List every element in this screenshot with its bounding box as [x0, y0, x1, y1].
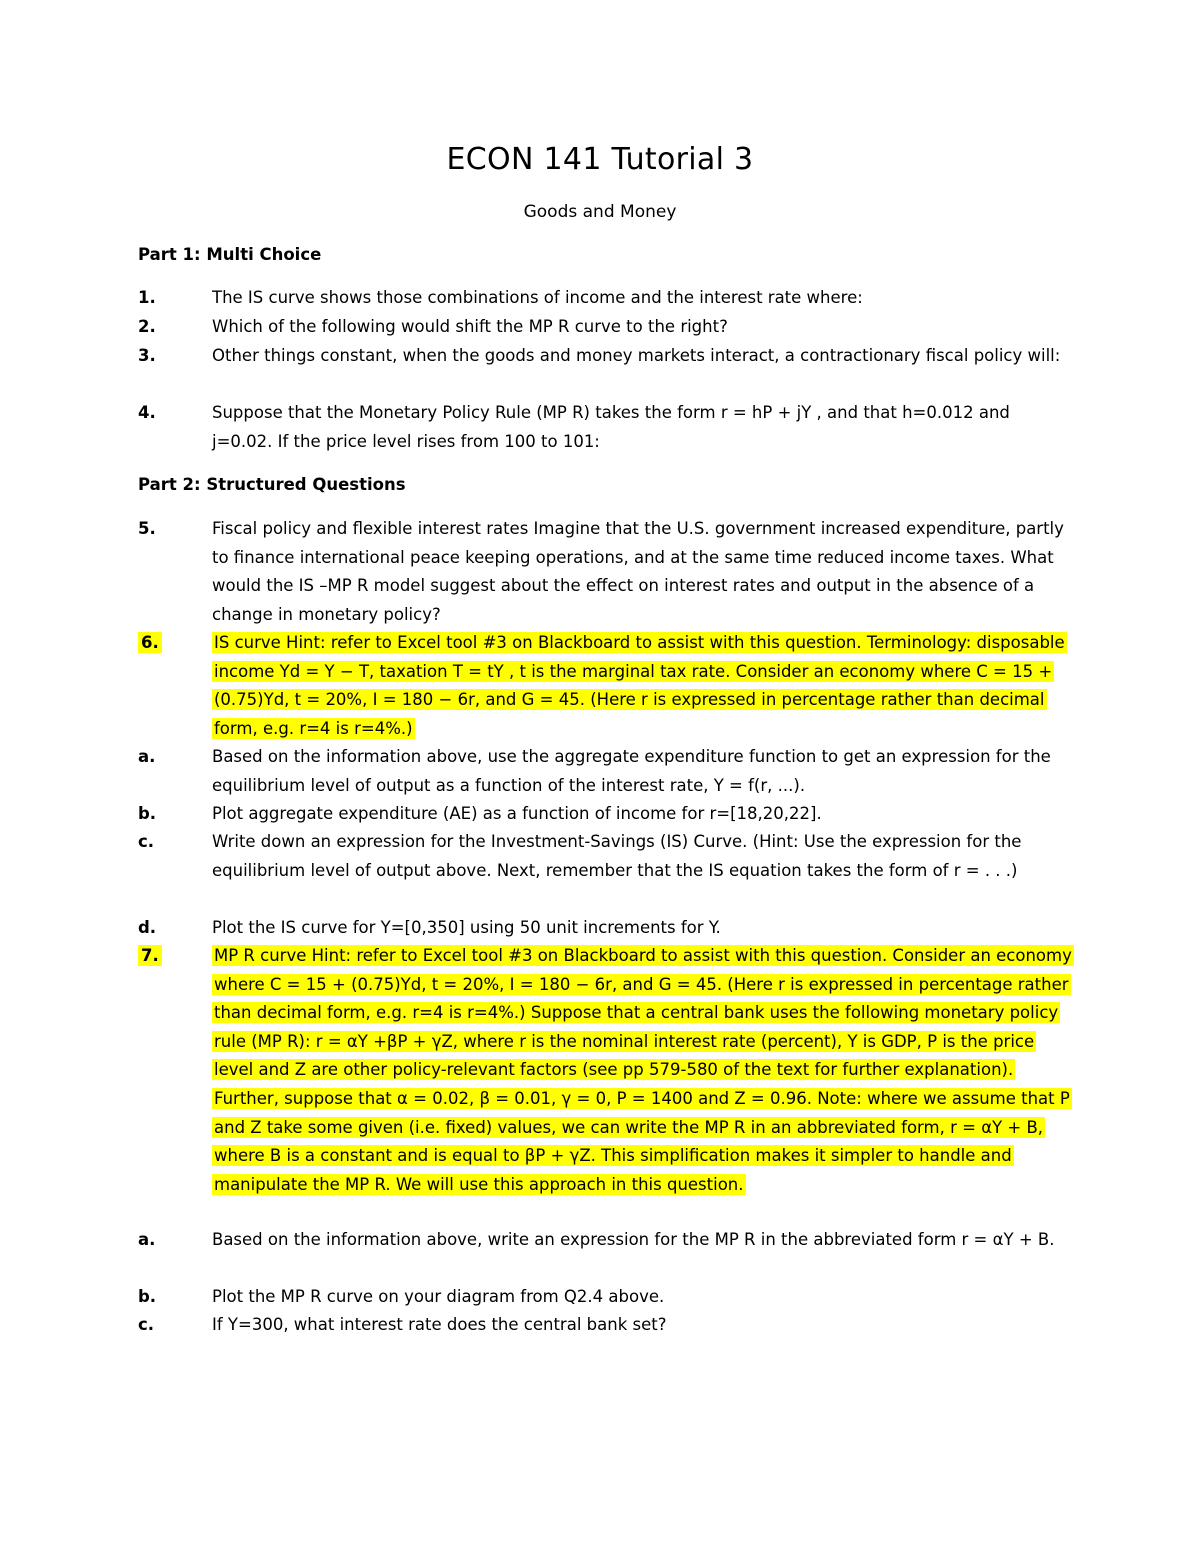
question-text: Based on the information above, use the aggregate expenditure function to get an expression for the equilibrium level of output as a function of the interest rate, Y = f(r, ...).	[212, 747, 1051, 795]
question-text: Plot aggregate expenditure (AE) as a function of income for r=[18,20,22].	[212, 804, 822, 823]
question-number: 6.	[138, 632, 162, 653]
question-number: 1.	[138, 288, 156, 307]
document-subtitle: Goods and Money	[523, 202, 677, 222]
question-text: Plot the MP R curve on your diagram from Q2.4 above.	[212, 1287, 665, 1306]
question-letter: a.	[138, 1230, 156, 1249]
part2-heading: Part 2: Structured Questions	[138, 475, 406, 494]
highlighted-question-text: MP R curve Hint: refer to Excel tool #3 on Blackboard to assist with this question. Consider an economy where C = 15 + (0.75)Yd, t = 20%, I = 180 − 6r, and G = 45. (Here r is expressed in percentage rather than decimal form, e.g. r=4 is r=4%.) Suppose that a central bank uses the following monetary policy rule (MP R): r = αY +βP + γZ, where r is the nominal interest rate (percent), Y is GDP, P is the price level and Z are other policy-relevant factors (see pp 579-580 of the text for further explanation). Further, suppose that α = 0.02, β = 0.01, γ = 0, P = 1400 and Z = 0.96. Note: where we assume that P and Z take some given (i.e. fixed) values, we can write the MP R in an abbreviated form, r = αY + B, where B is a constant and is equal to βP + γZ. This simplification makes it simpler to handle and manipulate the MP R. We will use this approach in this question.	[214, 946, 1072, 1194]
question-text: If Y=300, what interest rate does the central bank set?	[212, 1315, 667, 1334]
question-text: Fiscal policy and flexible interest rates Imagine that the U.S. government increased expenditure, partly to finance international peace keeping operations, and at the same time reduced income taxes. What would the IS –MP R model suggest about the effect on interest rates and output in the absence of a change in monetary policy?	[212, 519, 1064, 624]
question-letter: b.	[138, 1287, 157, 1306]
question-letter: c.	[138, 1315, 155, 1334]
question-letter: c.	[138, 832, 155, 851]
question-text: Based on the information above, write an expression for the MP R in the abbreviated form r = αY + B.	[212, 1230, 1055, 1249]
question-number: 5.	[138, 519, 156, 538]
document-title: ECON 141 Tutorial 3	[446, 142, 754, 177]
question-number: 2.	[138, 317, 156, 336]
question-text: Plot the IS curve for Y=[0,350] using 50 unit increments for Y.	[212, 918, 721, 937]
part1-heading: Part 1: Multi Choice	[138, 245, 322, 264]
question-text: Write down an expression for the Investment-Savings (IS) Curve. (Hint: Use the expression for the equilibrium level of output above. Next, remember that the IS equation takes the form of r = . . .)	[212, 832, 1022, 880]
highlighted-question-text: IS curve Hint: refer to Excel tool #3 on Blackboard to assist with this question. Terminology: disposable income Yd = Y − T, taxation T = tY , t is the marginal tax rate. Consider an economy where C = 15 + (0.75)Yd, t = 20%, I = 180 − 6r, and G = 45. (Here r is expressed in percentage rather than decimal form, e.g. r=4 is r=4%.)	[214, 633, 1065, 738]
question-letter: d.	[138, 918, 157, 937]
question-number: 4.	[138, 403, 156, 422]
question-letter: b.	[138, 804, 157, 823]
question-number: 3.	[138, 346, 156, 365]
question-text: The IS curve shows those combinations of income and the interest rate where:	[212, 288, 863, 307]
question-text: Which of the following would shift the MP R curve to the right?	[212, 317, 728, 336]
question-number: 7.	[138, 945, 162, 966]
question-letter: a.	[138, 747, 156, 766]
question-text: Suppose that the Monetary Policy Rule (MP R) takes the form r = hP + jY , and that h=0.012 and j=0.02. If the price level rises from 100 to 101:	[212, 403, 1010, 451]
question-text: Other things constant, when the goods and money markets interact, a contractionary fiscal policy will:	[212, 346, 1061, 365]
